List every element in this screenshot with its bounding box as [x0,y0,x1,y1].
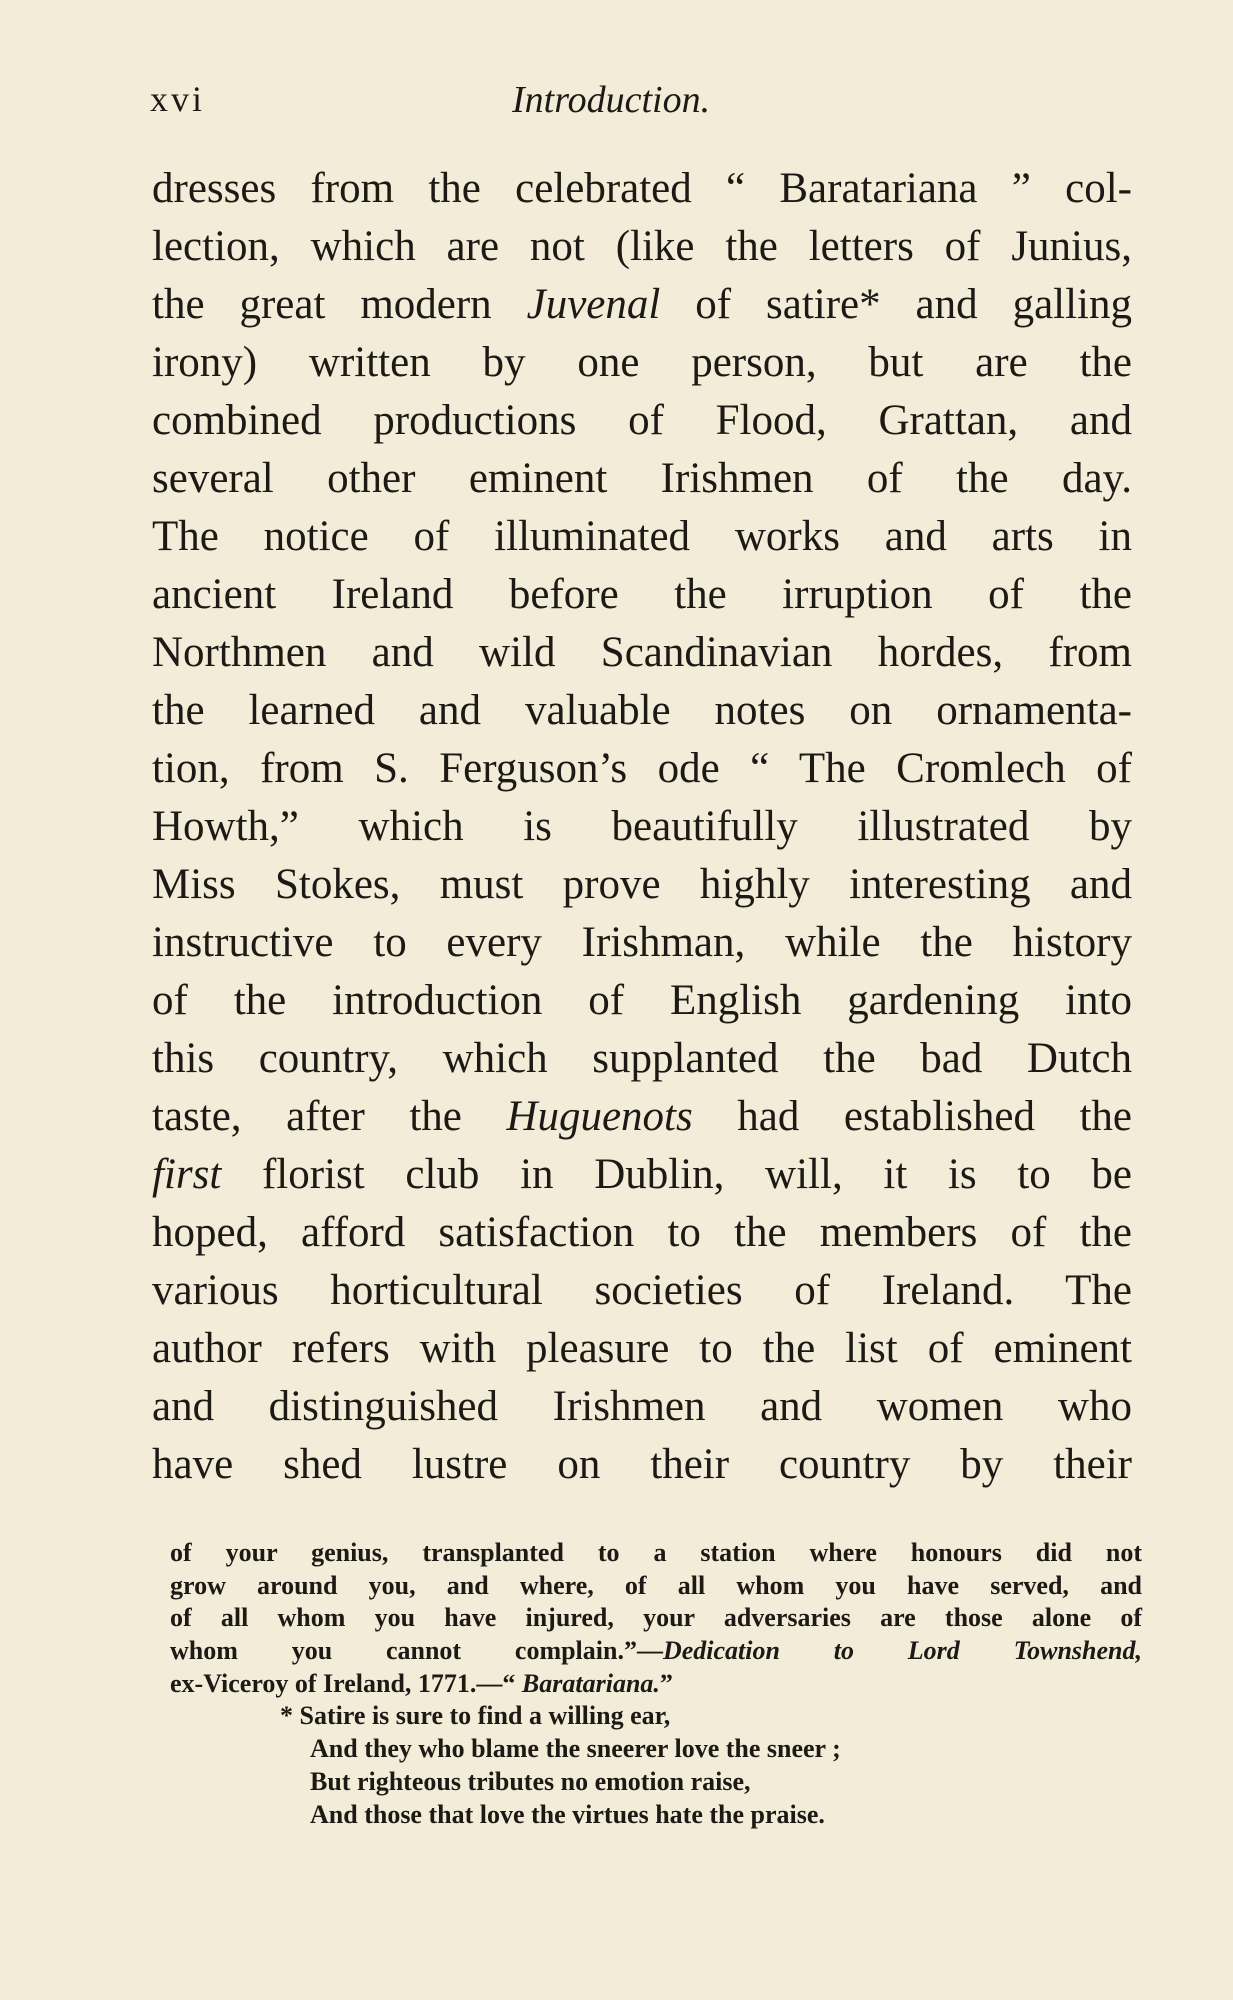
text-line: and distinguished Irishmen and women who [152,1383,1132,1430]
text-line: have shed lustre on their country by their [152,1441,1132,1488]
footnote-line: whom you cannot complain.”—Dedication to Lord Townshend, [170,1636,1142,1666]
text-line: taste, after the Huguenots had established the [152,1093,1133,1140]
footnote-line: grow around you, and where, of all whom you have served, and [170,1570,1142,1600]
text-line: The notice of illuminated works and arts in [152,513,1132,560]
text-line: first florist club in Dublin, will, it is to be [152,1151,1132,1198]
footnote-line: of your genius, transplanted to a station where honours did not [170,1538,1142,1567]
text-line: ancient Ireland before the irruption of the [152,571,1132,618]
text-line: Howth,” which is beautifully illustrated by [152,803,1132,850]
text-line: Miss Stokes, must prove highly interesting and [152,861,1132,908]
text-line: lection, which are not (like the letters of Junius, [152,223,1132,270]
text-line: author refers with pleasure to the list of eminent [152,1325,1132,1372]
text-line: this country, which supplanted the bad Dutch [152,1035,1132,1082]
text-line: several other eminent Irishmen of the day. [152,455,1132,502]
running-title: Introduction. [512,79,711,121]
footnote-verse [170,1700,1142,1831]
footnotes [170,1537,1142,1831]
text-line: dresses from the celebrated “ Baratariana ” col- [152,165,1132,212]
verse-line: * Satire is sure to find a willing ear, [280,1701,671,1731]
text-line: instructive to every Irishman, while the history [152,919,1132,966]
footnote-line: of all whom you have injured, your adversaries are those alone of [170,1603,1142,1633]
text-line: of the introduction of English gardening into [152,977,1132,1024]
running-head [150,78,1130,128]
footnote-line: ex-Viceroy of Ireland, 1771.—“ Baratariana.” [170,1668,673,1698]
verse-line: But righteous tributes no emotion raise, [310,1766,751,1796]
text-line: the great modern Juvenal of satire* and galling [152,281,1132,328]
text-line: irony) written by one person, but are the [152,339,1132,386]
text-line: the learned and valuable notes on ornamenta- [152,687,1132,734]
body-text [152,160,1132,1494]
text-line: Northmen and wild Scandinavian hordes, from [152,629,1132,676]
verse-line: And those that love the virtues hate the praise. [310,1799,825,1829]
text-line: tion, from S. Ferguson’s ode “ The Cromlech of [152,745,1132,792]
page-number: xvi [150,79,206,119]
text-line: hoped, afford satisfaction to the members of the [152,1209,1132,1256]
verse-line: And they who blame the sneerer love the sneer ; [310,1734,841,1764]
text-line: combined productions of Flood, Grattan, and [152,397,1132,444]
text-line: various horticultural societies of Ireland. The [152,1267,1132,1314]
